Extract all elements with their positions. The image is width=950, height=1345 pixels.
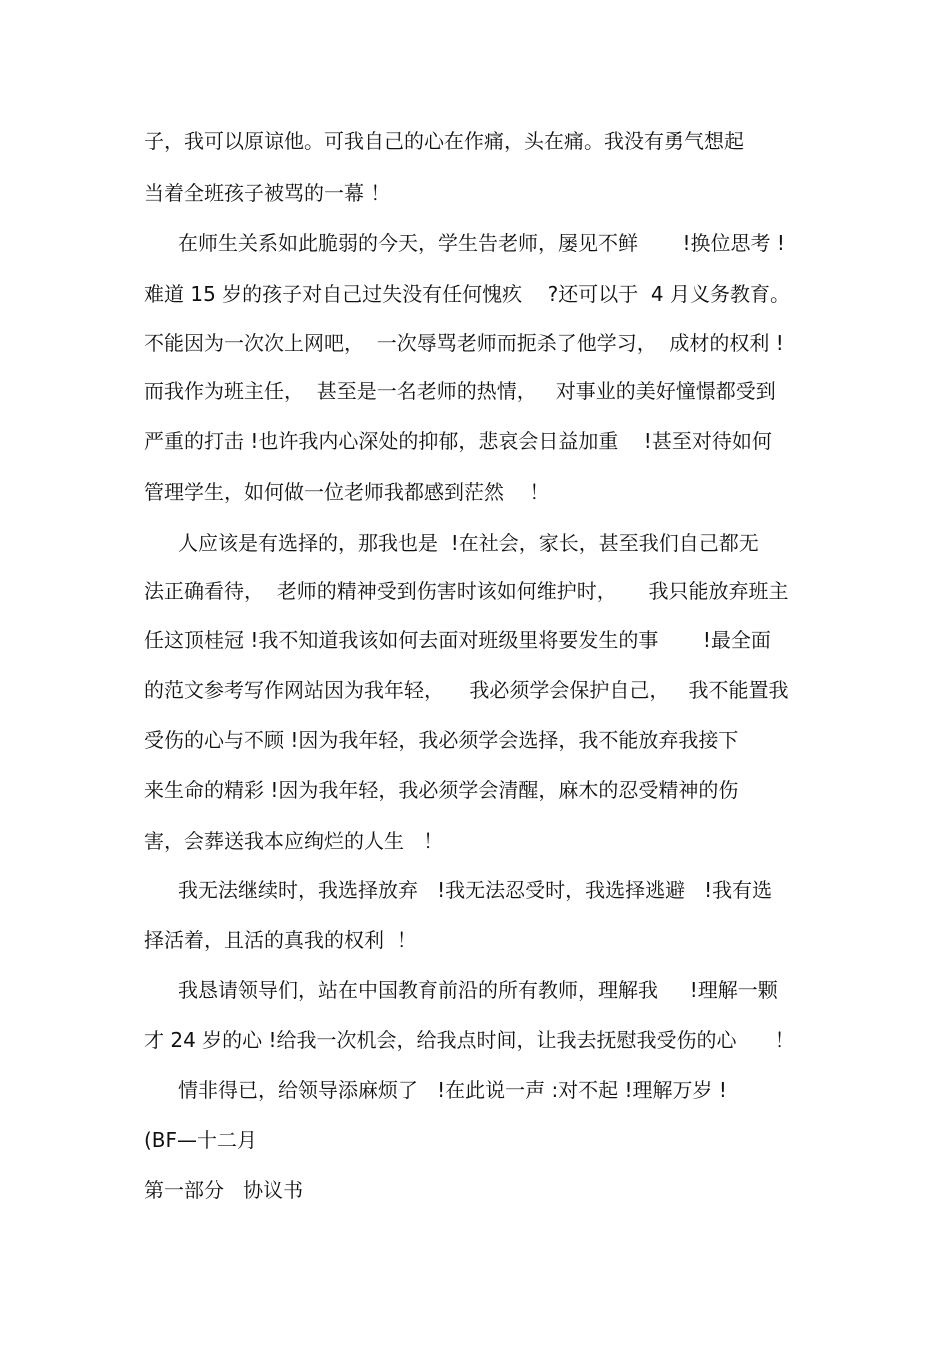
text-line: 才 24 岁的心 !给我一次机会，给我点时间，让我去抚慰我受伤的心 ！ [144,1028,795,1052]
text-line: 任这顶桂冠 !我不知道我该如何去面对班级里将要发生的事 !最全面 [144,628,771,652]
text-line: (BF—十二月 [144,1128,258,1152]
text-line: 难道 15 岁的孩子对自己过失没有任何愧疚 ?还可以于 4 月义务教育。 [144,282,791,306]
text-line: 择活着，且活的真我的权利 ！ [144,928,417,952]
section-heading: 第一部分 协议书 [144,1178,304,1202]
text-line: 而我作为班主任， 甚至是一名老师的热情， 对事业的美好憧憬都受到 [144,379,776,403]
text-line: 法正确看待， 老师的精神受到伤害时该如何维护时， 我只能放弃班主 [144,579,789,603]
text-line: 来生命的精彩 !因为我年轻，我必须学会清醒，麻木的忍受精神的伤 [144,778,739,802]
paragraph-start-line: 人应该是有选择的，那我也是 !在社会，家长，甚至我们自己都无 [178,531,759,555]
text-line: 不能因为一次次上网吧， 一次辱骂老师而扼杀了他学习， 成材的权利 ! [144,331,784,355]
text-line: 受伤的心与不顾 !因为我年轻，我必须学会选择，我不能放弃我接下 [144,728,739,752]
text-line: 管理学生，如何做一位老师我都感到茫然 ！ [144,480,550,504]
text-line: 当着全班孩子被骂的一幕 ！ [144,181,391,205]
paragraph-start-line: 情非得已，给领导添麻烦了 !在此说一声 :对不起 !理解万岁 ! [178,1078,727,1102]
paragraph-start-line: 我恳请领导们，站在中国教育前沿的所有教师，理解我 !理解一颗 [178,978,778,1002]
text-line: 的范文参考写作网站因为我年轻， 我必须学会保护自己， 我不能置我 [144,678,789,702]
text-line: 害，会葬送我本应绚烂的人生 ！ [144,829,444,853]
text-line: 子，我可以原谅他。可我自己的心在作痛，头在痛。我没有勇气想起 [144,129,744,153]
paragraph-start-line: 我无法继续时，我选择放弃 !我无法忍受时，我选择逃避 !我有选 [178,878,773,902]
text-line: 严重的打击 !也许我内心深处的抑郁，悲哀会日益加重 !甚至对待如何 [144,429,772,453]
paragraph-start-line: 在师生关系如此脆弱的今天，学生告老师，屡见不鲜 !换位思考 ! [178,231,785,255]
